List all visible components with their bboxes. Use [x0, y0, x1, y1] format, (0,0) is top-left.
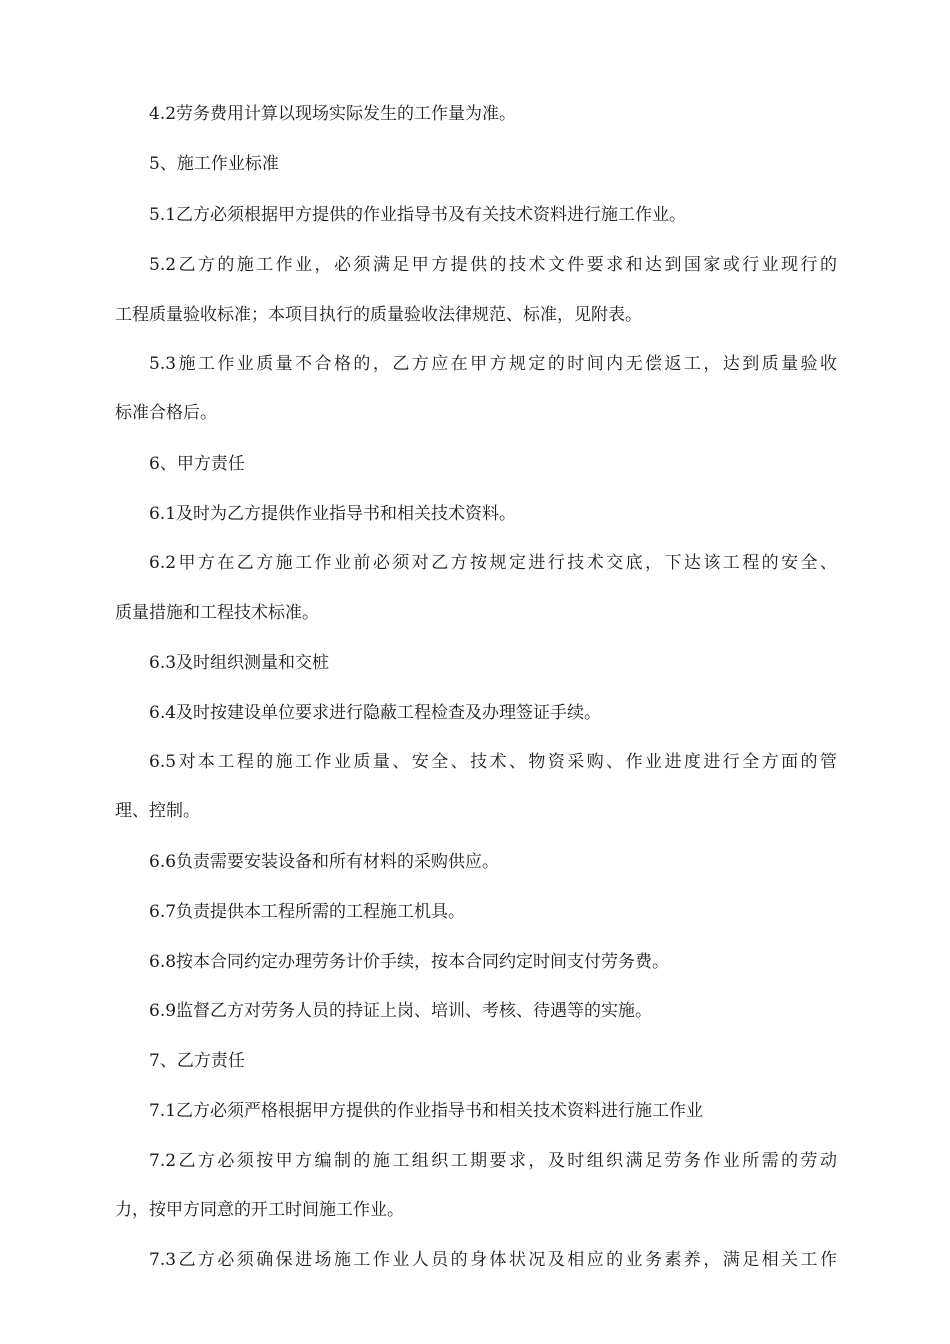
text-line: 6.2甲方在乙方施工作业前必须对乙方按规定进行技术交底，下达该工程的安全、	[149, 553, 837, 573]
text-line: 7.1乙方必须严格根据甲方提供的作业指导书和相关技术资料进行施工作业	[149, 1101, 704, 1121]
text-line: 7.2乙方必须按甲方编制的施工组织工期要求，及时组织满足劳务作业所需的劳动	[149, 1151, 837, 1171]
text-line: 质量措施和工程技术标准。	[115, 603, 319, 623]
text-line: 力，按甲方同意的开工时间施工作业。	[115, 1200, 404, 1220]
text-line: 5.3施工作业质量不合格的，乙方应在甲方规定的时间内无偿返工，达到质量验收	[149, 354, 837, 374]
section-heading: 6、甲方责任	[149, 454, 245, 474]
text-line: 4.2劳务费用计算以现场实际发生的工作量为准。	[149, 104, 517, 124]
section-heading: 5、施工作业标准	[149, 154, 279, 174]
text-line: 6.5对本工程的施工作业质量、安全、技术、物资采购、作业进度进行全方面的管	[149, 752, 837, 772]
text-line: 6.4及时按建设单位要求进行隐蔽工程检查及办理签证手续。	[149, 703, 602, 723]
text-line: 标准合格后。	[115, 403, 217, 423]
text-line: 工程质量验收标准；本项目执行的质量验收法律规范、标准，见附表。	[115, 305, 642, 325]
text-line: 理、控制。	[115, 801, 200, 821]
text-line: 5.1乙方必须根据甲方提供的作业指导书及有关技术资料进行施工作业。	[149, 205, 687, 225]
text-line: 6.6负责需要安装设备和所有材料的采购供应。	[149, 852, 500, 872]
text-line: 6.8按本合同约定办理劳务计价手续，按本合同约定时间支付劳务费。	[149, 952, 670, 972]
section-heading: 7、乙方责任	[149, 1051, 245, 1071]
text-line: 6.3及时组织测量和交桩	[149, 653, 330, 673]
text-line: 5.2乙方的施工作业，必须满足甲方提供的技术文件要求和达到国家或行业现行的	[149, 255, 837, 275]
text-line: 6.7负责提供本工程所需的工程施工机具。	[149, 902, 466, 922]
text-line: 6.1及时为乙方提供作业指导书和相关技术资料。	[149, 504, 517, 524]
text-line: 7.3乙方必须确保进场施工作业人员的身体状况及相应的业务素养，满足相关工作	[149, 1250, 837, 1270]
text-line: 6.9监督乙方对劳务人员的持证上岗、培训、考核、待遇等的实施。	[149, 1001, 653, 1021]
